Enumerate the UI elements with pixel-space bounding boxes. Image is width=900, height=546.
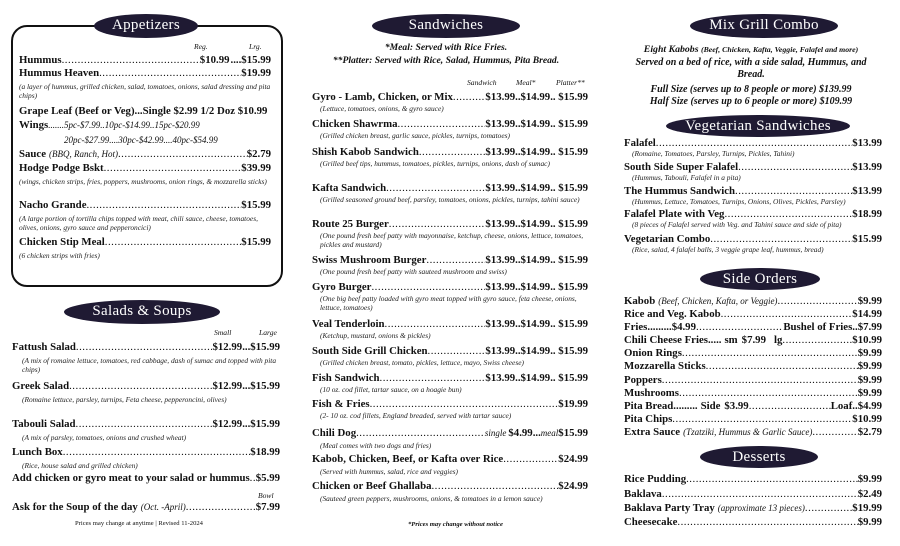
veg-item-4-label: Vegetarian Combo [624, 233, 711, 245]
salad-greek-desc: (Romaine lettuce, parsley, turnips, Feta cheese, pepperoncini, olives) [22, 395, 227, 404]
veg-item-3-label: Falafel Plate with Veg [624, 208, 725, 220]
salads-col-large: Large [259, 328, 277, 337]
salad-fattush: Fattush Salad ..... $12.99 ... $15.99 [12, 341, 280, 354]
dessert-item-3 [624, 516, 882, 529]
sandwich-item-10-desc: (2- 10 oz. cod fillets, England breaded, served with tartar sauce) [320, 411, 512, 420]
sandwich-item-10 [312, 398, 588, 411]
veg-item-4-price: $15.99 [852, 233, 882, 245]
sandwich-item-4-label: Route 25 Burger [312, 218, 389, 230]
appetizer-hummus: Hummus ..... $10.99 .... $15.99 [19, 54, 271, 67]
salad-soup: Ask for the Soup of the day (Oct. -April) ..... $7.99 [12, 501, 280, 514]
sandwich-kabob-desc: (Served with hummus, salad, rice and veggies) [320, 467, 458, 476]
appetizer-hummus-heaven-desc: (a layer of hummus, grilled chicken, salad, tomatoes, onions, salad dressing and pita chips) [19, 82, 271, 100]
sandwich-item-1-desc: (Grilled chicken breast, garlic sauce, pickles, turnips, tomatoes) [320, 131, 510, 140]
sandwich-item-10-price: $19.99 [558, 398, 588, 410]
sandwich-item-8-desc: (Grilled chicken breast, tomato, pickles, lettuce, mayo, Swiss cheese) [320, 358, 524, 367]
mix-grill-title: Mix Grill Combo [690, 14, 838, 38]
sandwich-item-9 [312, 372, 588, 385]
sandwich-item-8 [312, 345, 588, 358]
appetizer-wings-1: Wings.......5pc-$7.99..10pc-$14.99..15pc-$20.99 [19, 119, 200, 131]
sandwiches-col-1: Sandwich [467, 78, 497, 87]
sandwiches-note-1: *Meal: Served with Rice Fries. [384, 42, 508, 53]
side-poppers: Poppers ..... $9.99 [624, 374, 882, 387]
appetizers-title: Appetizers [94, 14, 198, 38]
sandwich-item-8-label: South Side Grill Chicken [312, 345, 428, 357]
side-mozzarella: Mozzarella Sticks ..... $9.99 [624, 360, 882, 373]
side-kabob: Kabob (Beef, Chicken, Kafta, or Veggie) ..... $9.99 [624, 295, 882, 308]
veg-item-1-price: $13.99 [852, 161, 882, 173]
salads-title: Salads & Soups [64, 300, 220, 324]
sandwich-chili-dog-desc: (Meal comes with two dogs and fries) [320, 441, 432, 450]
appetizer-hodge-podge-desc: (wings, chicken strips, fries, poppers, mushrooms, onion rings, & mozzarella sticks) [19, 177, 267, 186]
sandwich-item-3-price: $13.99..$14.99.. $15.99 [485, 182, 588, 194]
sandwich-item-9-desc: (10 oz. cod fillet, tartar sauce, on a hoagie bun) [320, 385, 462, 394]
sandwich-item-0-label: Gyro - Lamb, Chicken, or Mix [312, 91, 453, 103]
veg-item-0-price: $13.99 [852, 137, 882, 149]
side-extra-sauce: Extra Sauce (Tzatziki, Hummus & Garlic Sauce) ..... $2.79 [624, 426, 882, 439]
sandwich-item-6 [312, 281, 588, 294]
appetizers-col-reg: Reg. [194, 42, 208, 51]
salad-fattush-desc: (A mix of romaine lettuce, tomatoes, red cabbage, dash of sumac and topped with pita chips) [22, 356, 277, 374]
sandwich-item-2-price: $13.99..$14.99.. $15.99 [485, 146, 588, 158]
sandwiches-note-2: **Platter: Served with Rice, Salad, Hummus, Pita Bread. [332, 55, 560, 66]
veg-item-2-price: $13.99 [852, 185, 882, 197]
sandwich-item-8-price: $13.99..$14.99.. $15.99 [485, 345, 588, 357]
sandwich-item-1-label: Chicken Shawrma [312, 118, 398, 130]
veg-title: Vegetarian Sandwiches [666, 115, 850, 137]
sandwich-item-10-label: Fish & Fries [312, 398, 370, 410]
sandwiches-col-2: Meal* [516, 78, 536, 87]
sandwich-item-5 [312, 254, 588, 267]
sandwich-item-4-price: $13.99..$14.99.. $15.99 [485, 218, 588, 230]
sandwich-item-7-price: $13.99..$14.99.. $15.99 [485, 318, 588, 330]
side-pita-chips: Pita Chips ..... $10.99 [624, 413, 882, 426]
appetizer-hodge-podge: Hodge Podge Bskt ..... $39.99 [19, 162, 271, 175]
salad-tabouli-desc: (A mix of parsley, tomatoes, onions and crushed wheat) [22, 433, 187, 442]
sandwiches-title: Sandwiches [372, 14, 520, 38]
dessert-item-1-price: $2.49 [857, 488, 882, 500]
salad-lunch-box: Lunch Box ..... $18.99 [12, 446, 280, 459]
dessert-item-3-price: $9.99 [857, 516, 882, 528]
sandwich-item-3 [312, 182, 588, 195]
veg-item-1-desc: (Hummus, Tabouli, Falafel in a pita) [632, 173, 741, 182]
salads-col-bowl: Bowl [258, 491, 274, 500]
dessert-item-1-label: Baklava [624, 488, 662, 500]
sandwich-item-2-label: Shish Kabob Sandwich [312, 146, 419, 158]
veg-item-4-desc: (Rice, salad, 4 falafel balls, 3 veggie grape leaf, hummus, bread) [632, 245, 824, 254]
sandwich-item-0-price: $13.99..$14.99.. $15.99 [485, 91, 588, 103]
sandwich-item-7-label: Veal Tenderloin [312, 318, 385, 330]
veg-item-0-label: Falafel [624, 137, 656, 149]
mix-grill-line-2: Served on a bed of rice, with a side salad, Hummus, and Bread. [635, 57, 867, 80]
side-pita-bread: Pita Bread ......... Side $3.99 ..... Loaf .. $4.99 [624, 400, 882, 413]
appetizer-grape-leaf: Grape Leaf (Beef or Veg)...Single $2.99 1/2 Doz $10.99 [19, 105, 268, 117]
sandwich-item-5-price: $13.99..$14.99.. $15.99 [485, 254, 588, 266]
sandwich-item-5-label: Swiss Mushroom Burger [312, 254, 427, 266]
appetizer-chicken-strip-desc: (6 chicken strips with fries) [19, 251, 100, 260]
sandwich-item-6-price: $13.99..$14.99.. $15.99 [485, 281, 588, 293]
veg-item-3-desc: (8 pieces of Falafel served with Veg. and Tahini sauce and side of pita) [632, 220, 842, 229]
sandwiches-footer: *Prices may change without notice [408, 521, 503, 528]
sandwich-item-1 [312, 118, 588, 131]
appetizer-hummus-heaven: Hummus Heaven ..... $19.99 [19, 67, 271, 80]
sandwich-item-4 [312, 218, 588, 231]
sandwich-item-9-label: Fish Sandwich [312, 372, 380, 384]
veg-item-1-label: South Side Super Falafel [624, 161, 739, 173]
sandwich-item-1-price: $13.99..$14.99.. $15.99 [485, 118, 588, 130]
dessert-item-2-label: Baklava Party Tray [624, 502, 715, 514]
salad-tabouli: Tabouli Salad ..... $12.99 ... $15.99 [12, 418, 280, 431]
salads-col-small: Small [214, 328, 232, 337]
sandwich-item-4-desc: (One pound fresh beef patty with mayonnaise, ketchup, cheese, onions, lettuce, tomatoes, pickles and mustard) [320, 231, 584, 249]
appetizer-nacho: Nacho Grande ..... $15.99 [19, 199, 271, 212]
sandwiches-col-3: Platter** [556, 78, 585, 87]
sandwich-item-2-desc: (Grilled beef tips, hummus, tomatoes, pickles, turnips, onions, dash of sumac) [320, 159, 550, 168]
salad-lunch-box-desc: (Rice, house salad and grilled chicken) [22, 461, 138, 470]
veg-item-3-price: $18.99 [852, 208, 882, 220]
sandwich-kabob: Kabob, Chicken, Beef, or Kafta over Rice ..... $24.99 [312, 453, 588, 466]
salad-add-meat: Add chicken or gyro meat to your salad or hummus ..... $5.99 [12, 472, 280, 485]
dessert-item-2 [624, 502, 882, 515]
salad-greek: Greek Salad ..... $12.99 ... $15.99 [12, 380, 280, 393]
sandwich-item-7 [312, 318, 588, 331]
veg-item-2-label: The Hummus Sandwich [624, 185, 736, 197]
dessert-item-1 [624, 488, 882, 501]
appetizer-nacho-desc: (A large portion of tortilla chips topped with meat, chili sauce, cheese, tomatoes, olives, onions, gyro sauce and pepperoncici) [19, 214, 258, 232]
appetizer-wings-2: 20pc-$27.99....30pc-$42.99....40pc-$54.99 [64, 135, 218, 145]
side-fries: Fries ......... $4.99 ..... Bushel of Fries .. $7.99 [624, 321, 882, 334]
sandwich-item-3-label: Kafta Sandwich [312, 182, 387, 194]
dessert-item-3-label: Cheesecake [624, 516, 678, 528]
sandwich-item-6-label: Gyro Burger [312, 281, 372, 293]
sandwich-chili-dog: Chili Dog ..... single $4.99 ... meal $15.99 [312, 427, 588, 440]
appetizer-chicken-strip: Chicken Stip Meal ..... $15.99 [19, 236, 271, 249]
veg-item-2-desc: (Hummus, Lettuce, Tomatoes, Turnips, Onions, Olives, Pickles, Parsley) [632, 197, 846, 206]
veg-item-0-desc: (Romaine, Tomatoes, Parsley, Turnips, Pickles, Tahini) [632, 149, 795, 158]
mix-grill-half: Half Size (serves up to 6 people or more) $109.99 [649, 96, 853, 107]
mix-grill-full: Full Size (serves up to 8 people or more) $139.99 [650, 84, 852, 95]
appetizer-sauce: Sauce (BBQ, Ranch, Hot) ..... $2.79 [19, 148, 271, 161]
sandwich-item-5-desc: (One pound fresh beef patty with sauteed mushroom and swiss) [320, 267, 507, 276]
sandwich-ghallaba: Chicken or Beef Ghallaba ..... $24.99 [312, 480, 588, 493]
side-rice: Rice and Veg. Kabob ..... $14.99 [624, 308, 882, 321]
dessert-item-0-label: Rice Pudding [624, 473, 687, 485]
sandwich-ghallaba-desc: (Sauteed green peppers, mushrooms, onions, & tomatoes in a lemon sauce) [320, 494, 543, 503]
side-onion-rings: Onion Rings ..... $9.99 [624, 347, 882, 360]
sandwich-item-9-price: $13.99..$14.99.. $15.99 [485, 372, 588, 384]
dessert-item-2-price: $19.99 [852, 502, 882, 514]
salads-footer: Prices may change at anytime | Revised 11-2024 [75, 520, 203, 527]
sandwich-item-6-desc: (One big beef patty loaded with gyro meat topped with gyro sauce, feta cheese, onions, lettuce, tomatoes) [320, 294, 577, 312]
sandwich-item-3-desc: (Grilled seasoned ground beef, parsley, tomatoes, onions, pickles, turnips, tahini sauce) [320, 195, 580, 204]
sandwich-item-0 [312, 91, 588, 104]
dessert-item-2-sub: (approximate 13 pieces) [717, 503, 805, 513]
side-mushrooms: Mushrooms ..... $9.99 [624, 387, 882, 400]
desserts-title: Desserts [700, 446, 818, 468]
appetizers-col-lrg: Lrg. [249, 42, 262, 51]
sides-title: Side Orders [700, 268, 820, 290]
sandwich-item-0-desc: (Lettuce, tomatoes, onions, & gyro sauce) [320, 104, 444, 113]
sandwich-item-7-desc: (Ketchup, mustard, onions & pickles) [320, 331, 431, 340]
side-chili-fries: Chili Cheese Fries ..... sm $7.99 lg ..... $10.99 [624, 334, 882, 347]
dessert-item-0-price: $9.99 [857, 473, 882, 485]
sandwich-item-2 [312, 146, 588, 159]
dessert-item-0 [624, 473, 882, 486]
mix-grill-line-1: Eight Kabobs (Beef, Chicken, Kafta, Veggie, Falafel and more) [643, 44, 859, 55]
